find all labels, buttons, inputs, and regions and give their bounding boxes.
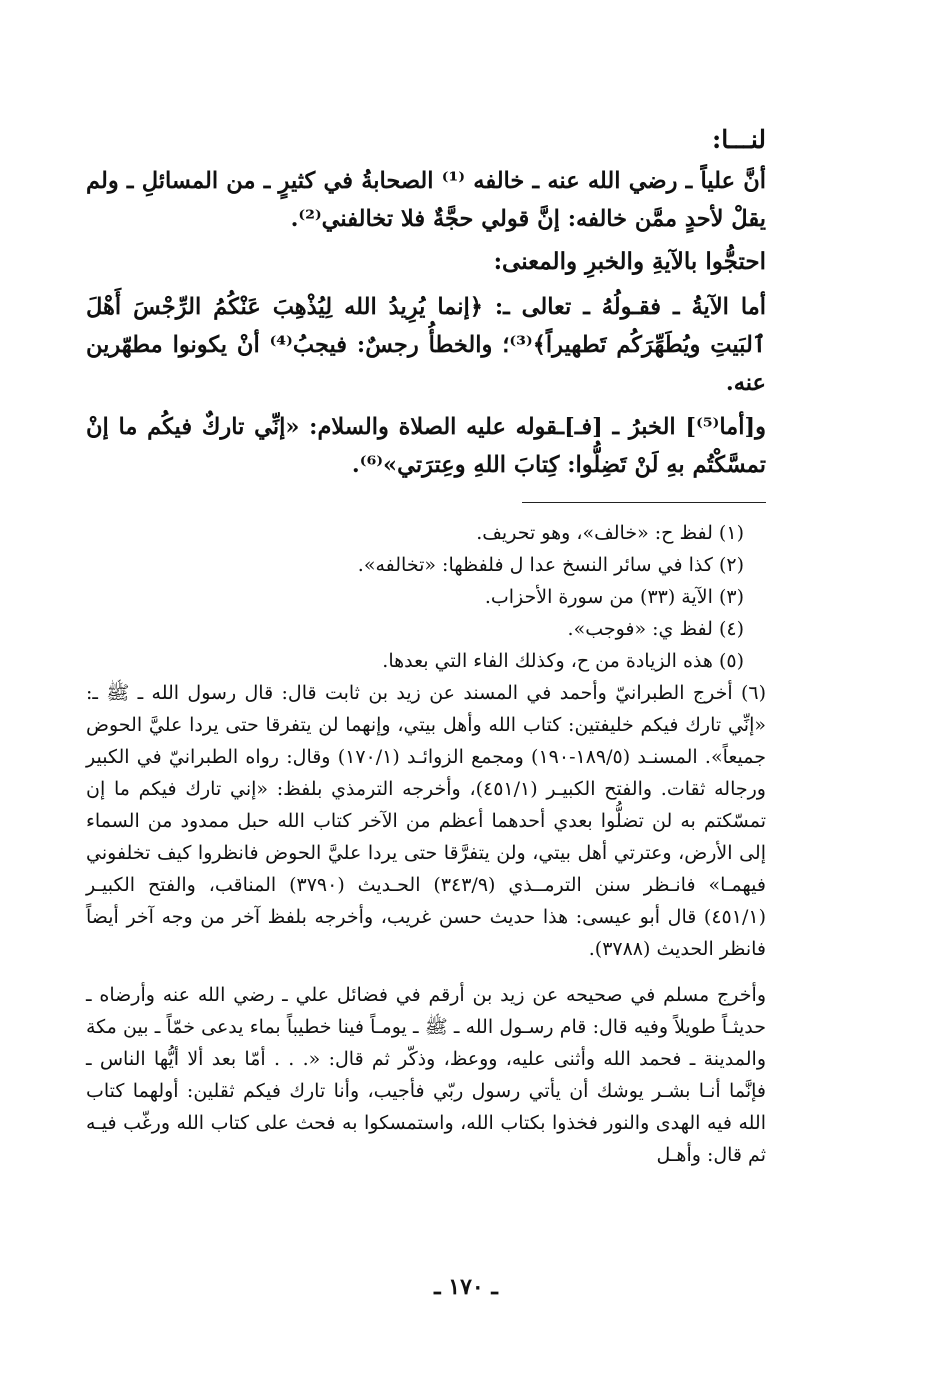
paragraph-hadith: و[أما⁽⁵⁾] الخبرُ ـ [فـ]ـقوله عليه الصلاة والسلام: «إنِّي تاركٌ فيكُم ما إنْ تمسَّكْتُم بهِ لَنْ تَضِلُّوا: كِتابَ اللهِ وعِترَتي»⁽⁶⁾. <box>86 414 766 478</box>
paragraph-verse: أما الآيةُ ـ فقـولُهُ ـ تعالى ـ: ﴿إنما يُرِيدُ الله لِيُذْهِبَ عَنْكُمُ الرِّجْسَ أَهْلَ ٱلبَيتِ ويُطَهِّرَكُم تَطهيراً﴾⁽³⁾؛ والخطأُ رجسٌ: فيجبُ⁽⁴⁾ أنْ يكونوا مطهّرين عنه. <box>86 294 766 396</box>
footnote-3: (٣) الآية (٣٣) من سورة الأحزاب. <box>484 586 744 608</box>
footnote-4: (٤) لفظ ي: «فوجب». <box>567 618 744 640</box>
footnote-1: (١) لفظ ح: «خالف»، وهو تحريف. <box>476 522 744 544</box>
subheading-arguments: احتجُّوا بالآيةِ والخبرِ والمعنى: <box>493 248 766 275</box>
footnote-6: (٦) أخرج الطبرانيّ وأحمد في المسند عن زيد بن ثابت قال: قال رسول الله ـ ﷺ ـ: «إنِّي تارك فيكم خليفتين: كتاب الله وأهل بيتي، وإنهما لن يتفرقا حتى يردا عليَّ الحوض جميعاً». المسنـد (١٨٩/٥-١٩٠) ومجمع الزوائـد (١٧٠/١) وقال: رواه الطبرانيّ في الكبير ورجاله ثقات. والفتح الكبيـر (٤٥١/١)، وأخرجه الترمذي بلفظ: «إني تارك فيكم ما إن تمسّكتم به لن تضلُّوا بعدي أحدهما أعظم من الآخر كتاب الله حبل ممدود من السماء إلى الأرض، وعترتي أهل بيتي، ولن يتفرَّقا حتى يردا عليَّ الحوض فانظروا كيف تخلفوني فيهمـا» فانـظر سنن الترمــذي (٣٤٣/٩) الحـديث (٣٧٩٠) المناقب، والفتح الكبيـر (٤٥١/١) قال أبو عيسى: هذا حديث حسن غريب، وأخرجه بلفظ آخر من وجه آخر أيضاً فانظر الحديث (٣٧٨٨). <box>86 682 766 960</box>
footnote-6-continuation: وأخرج مسلم في صحيحه عن زيد بن أرقم في فضائل علي ـ رضي الله عنه وأرضاه ـ حديثـاً طويلاً وفيه قال: قام رسـول الله ـ ﷺ ـ يومـاً فينا خطيباً بماء يدعى خمّاً ـ بين مكة والمدينة ـ فحمد الله وأثنى عليه، ووعظ، وذكّر ثم قال: «. . . أمّا بعد ألا أيُّها الناس ـ فإنَّما أنـا بشـر يوشك أن يأتي رسول ربّي فأجيب، وأنا تارك فيكم ثقلين: أولهما كتاب الله فيه الهدى والنور فخذوا بكتاب الله، واستمسكوا به فحث على كتاب الله ورغّب فيـه ثم قال: وأهـل <box>86 984 766 1166</box>
section-heading: لنـــا: <box>712 125 766 154</box>
footnote-divider <box>522 502 766 503</box>
footnotes <box>86 517 766 1171</box>
footnote-2: (٢) كذا في سائر النسخ عدا ل فلفظها: «تخالفه». <box>357 554 744 576</box>
main-text <box>86 118 766 484</box>
page-number: ـ ١٧٠ ـ <box>434 1274 498 1300</box>
footnote-5: (٥) هذه الزيادة من ح، وكذلك الفاء التي بعدها. <box>382 650 744 672</box>
paragraph-ali-dissent: أنَّ علياً ـ رضي الله عنه ـ خالفه ⁽¹⁾ الصحابةُ في كثيرٍ ـ من المسائلِ ـ ولم يقلْ لأحدٍ ممَّن خالفه: إنَّ قولي حجَّةٌ فلا تخالفني⁽²⁾. <box>86 168 767 232</box>
